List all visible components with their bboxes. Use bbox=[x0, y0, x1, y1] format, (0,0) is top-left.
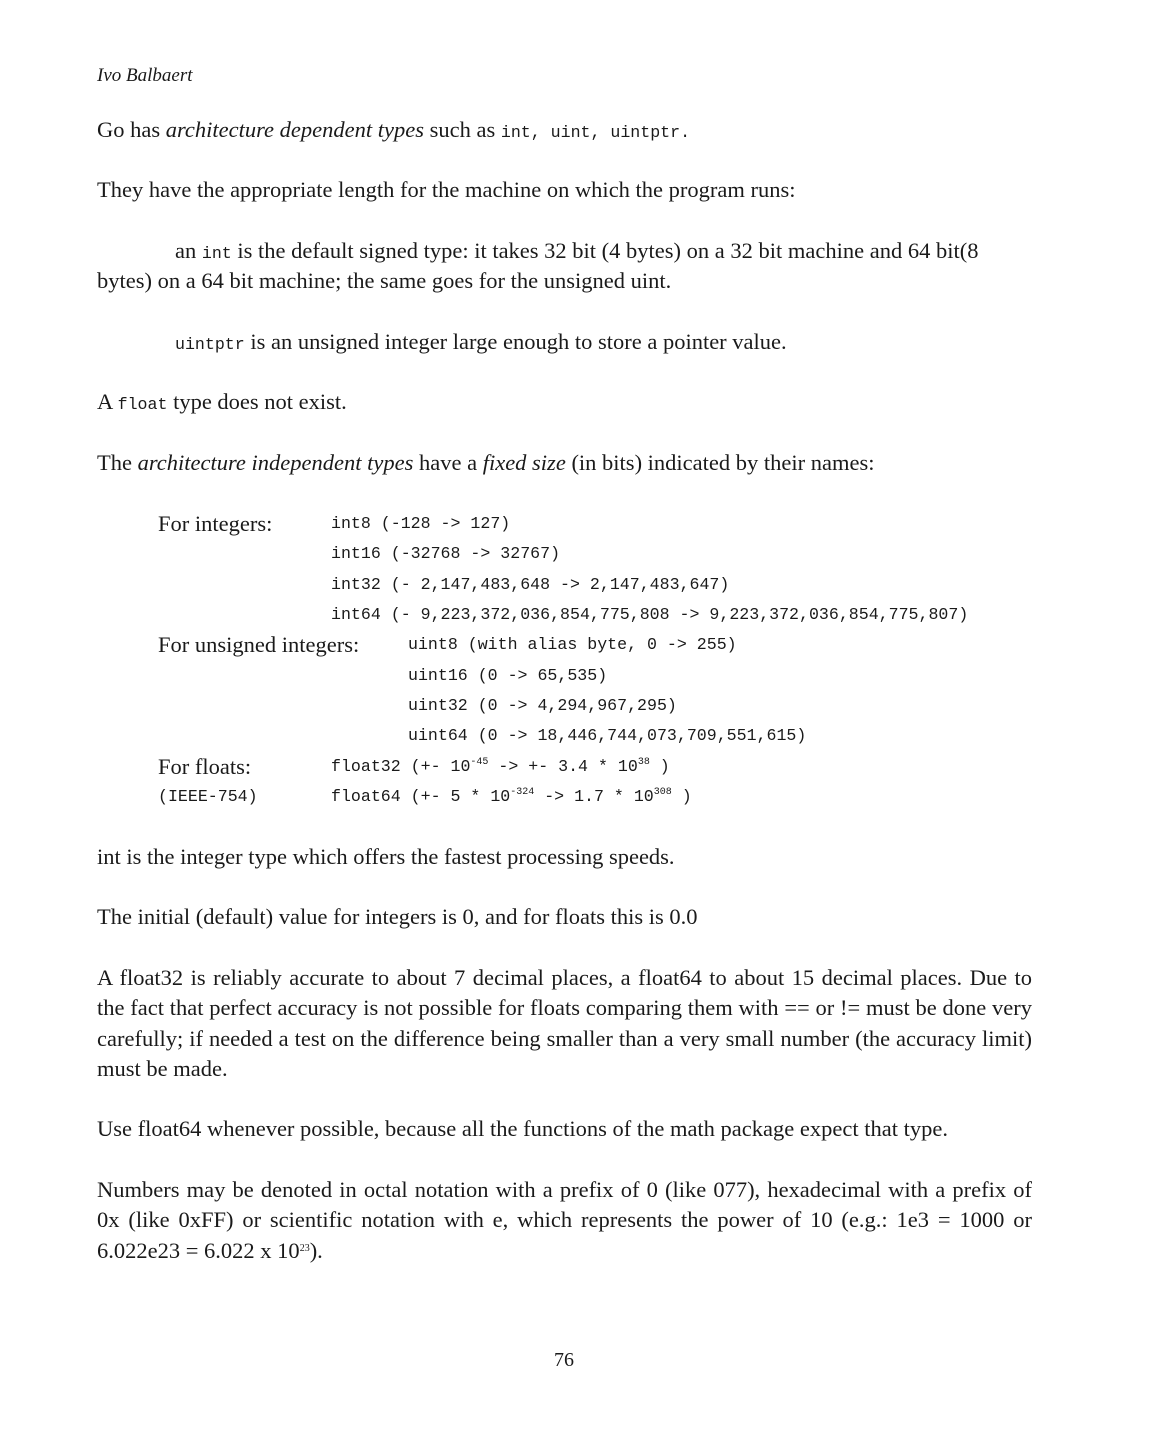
emphasis: fixed size bbox=[482, 450, 566, 475]
unsigned-label: For unsigned integers: bbox=[158, 632, 360, 657]
int-type-row: int32 (- 2,147,483,648 -> 2,147,483,647) bbox=[331, 575, 730, 594]
text: The bbox=[97, 450, 138, 475]
page-number: 76 bbox=[554, 1349, 574, 1371]
paragraph-initial-value: The initial (default) value for integers is 0, and for floats this is 0.0 bbox=[97, 904, 698, 929]
text: -> +- 3.4 * 10 bbox=[488, 757, 638, 776]
paragraph-length: They have the appropriate length for the machine on which the program runs: bbox=[97, 177, 796, 202]
code-inline: int bbox=[201, 244, 232, 263]
emphasis: architecture independent types bbox=[137, 450, 414, 475]
text: ) bbox=[649, 757, 670, 776]
code-inline: float bbox=[117, 395, 168, 414]
ieee-label: (IEEE-754) bbox=[158, 787, 258, 806]
float-type-row bbox=[331, 782, 692, 812]
paragraph-int-speed: int is the integer type which offers the fastest processing speeds. bbox=[97, 844, 675, 869]
text: such as bbox=[423, 117, 501, 142]
text: type does not exist. bbox=[167, 389, 347, 414]
exponent: 38 bbox=[637, 757, 650, 768]
uint-type-row: uint64 (0 -> 18,446,744,073,709,551,615) bbox=[408, 726, 807, 745]
uint-type-row: uint8 (with alias byte, 0 -> 255) bbox=[408, 635, 737, 654]
text: ). bbox=[309, 1237, 323, 1263]
paragraph-arch-independent bbox=[97, 448, 874, 478]
paragraph-float bbox=[97, 387, 347, 420]
paragraph-int-line2: bytes) on a 64 bit machine; the same goes for the unsigned uint. bbox=[97, 268, 672, 293]
paragraph-int-line1 bbox=[175, 236, 978, 269]
text: A bbox=[97, 389, 118, 414]
exponent: -45 bbox=[470, 757, 489, 768]
text: Go has bbox=[97, 117, 166, 142]
text: -> 1.7 * 10 bbox=[534, 787, 654, 806]
emphasis: architecture dependent types bbox=[165, 117, 424, 142]
text: float32 (+- 10 bbox=[331, 757, 471, 776]
text: ) bbox=[671, 787, 692, 806]
text: (in bits) indicated by their names: bbox=[565, 450, 875, 475]
text: is the default signed type: it takes 32 bit (4 bytes) on a 32 bit machine and 64 bit(8 bbox=[231, 238, 979, 263]
paragraph-arch-dependent bbox=[97, 115, 690, 148]
text: an bbox=[175, 238, 202, 263]
uint-type-row: uint32 (0 -> 4,294,967,295) bbox=[408, 696, 677, 715]
exponent: 308 bbox=[653, 787, 672, 798]
text: float64 (+- 5 * 10 bbox=[331, 787, 511, 806]
int-type-row: int64 (- 9,223,372,036,854,775,808 -> 9,223,372,036,854,775,807) bbox=[331, 605, 969, 624]
integers-label: For integers: bbox=[158, 511, 273, 536]
code-inline: uintptr bbox=[175, 335, 245, 354]
paragraph-use-float64: Use float64 whenever possible, because all the functions of the math package expect that type. bbox=[97, 1116, 948, 1141]
code-inline: int, uint, uintptr. bbox=[500, 123, 691, 142]
exponent: -324 bbox=[510, 787, 535, 798]
paragraph-float-accuracy: A float32 is reliably accurate to about 7 decimal places, a float64 to about 15 decimal places. Due to the fact that perfect accuracy is not possible for floats comparing them with == or != must be done very carefully; if needed a test on the difference being smaller than a very small number (the accuracy limit) must be made. bbox=[97, 965, 1032, 1082]
int-type-row: int8 (-128 -> 127) bbox=[331, 514, 511, 533]
text: have a bbox=[413, 450, 483, 475]
text: Numbers may be denoted in octal notation with a prefix of 0 (like 077), hexadecimal with a prefix of 0x (like 0xFF) or scientific notation with e, which represents the power of 10 (e.g.: 1e3 = 1000 or 6.022e23 = 6.022 x 10 bbox=[97, 1177, 1032, 1263]
paragraph-uintptr bbox=[175, 327, 787, 360]
exponent: 23 bbox=[299, 1242, 310, 1254]
running-header: Ivo Balbaert bbox=[97, 65, 193, 86]
text: is an unsigned integer large enough to store a pointer value. bbox=[244, 329, 787, 354]
paragraph-number-notation bbox=[97, 1175, 1032, 1266]
uint-type-row: uint16 (0 -> 65,535) bbox=[408, 666, 608, 685]
int-type-row: int16 (-32768 -> 32767) bbox=[331, 544, 561, 563]
float-type-row bbox=[331, 752, 670, 782]
floats-label: For floats: bbox=[158, 754, 252, 779]
